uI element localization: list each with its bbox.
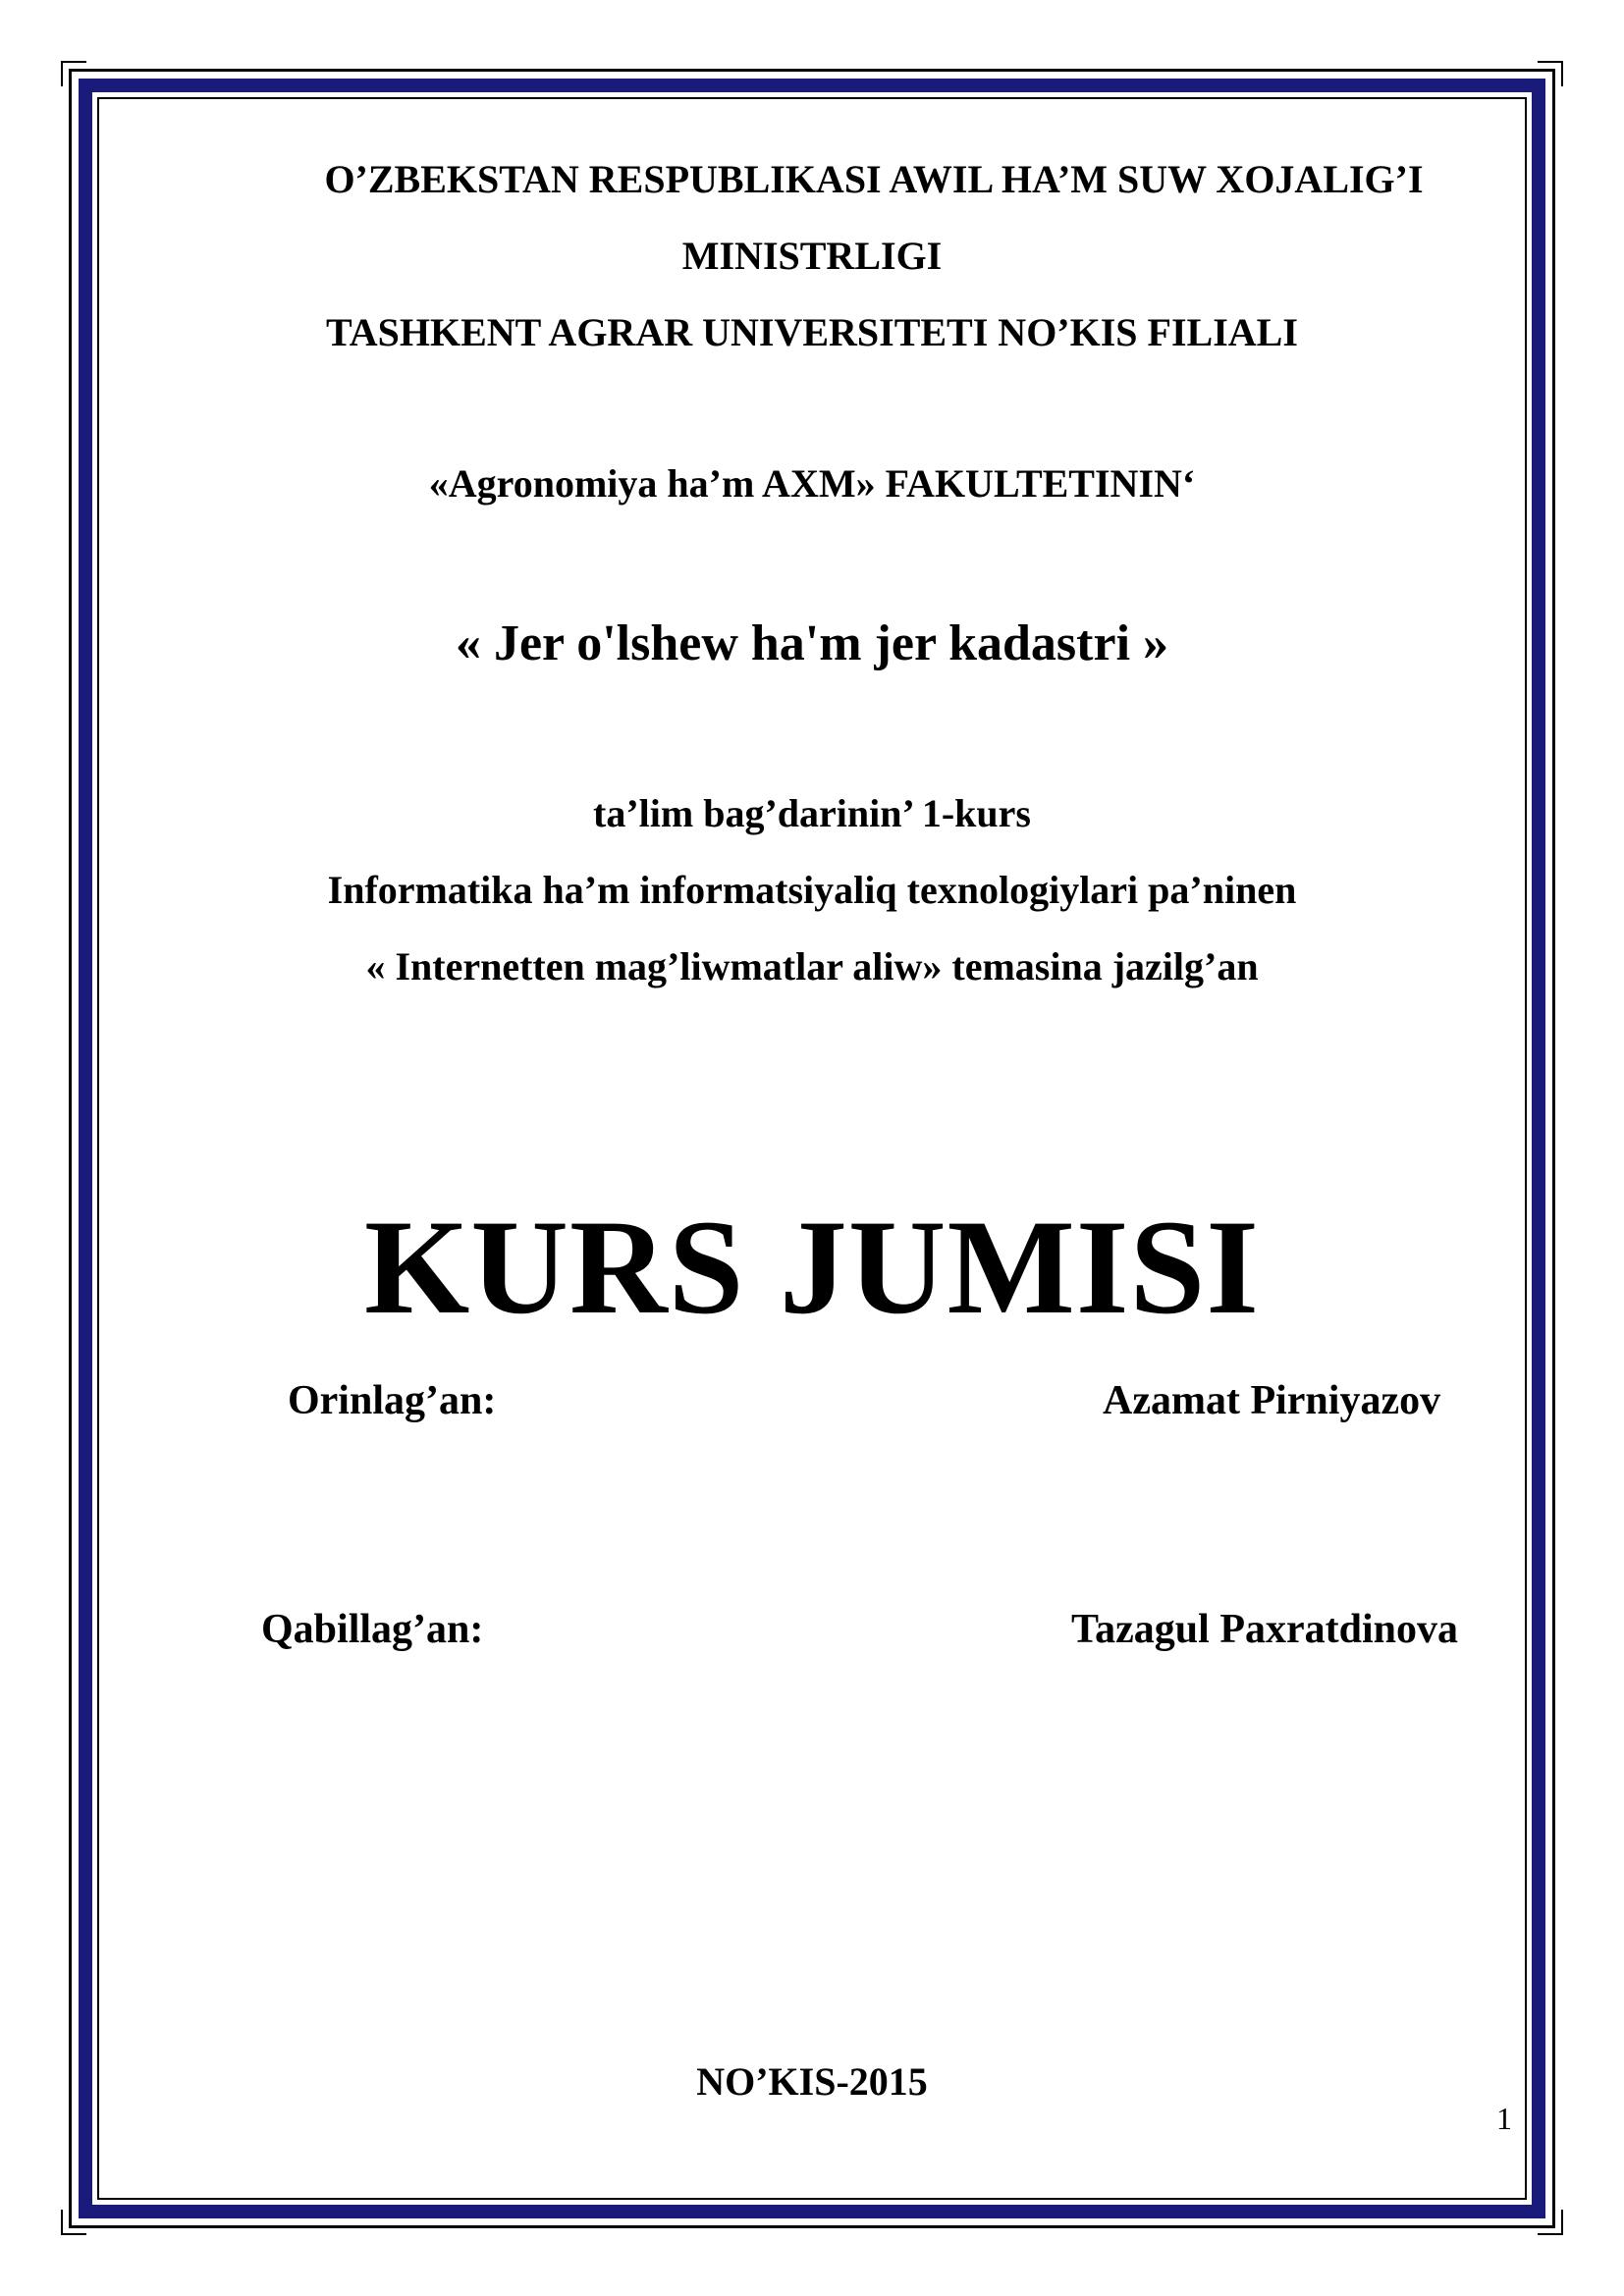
place-year: NO’KIS-2015 <box>696 2059 928 2104</box>
border-corner-top-right <box>1538 61 1563 86</box>
border-corner-top-left <box>61 61 86 86</box>
page-number: 1 <box>1496 2101 1512 2136</box>
course-line-2: Informatika ha’m informatsiyaliq texnologiylari pa’ninen <box>327 868 1297 912</box>
university-name: TASHKENT AGRAR UNIVERSITETI NO’KIS FILIALI <box>326 310 1298 354</box>
page-border-inner <box>97 97 1527 2200</box>
work-title: KURS JUMISI <box>364 1192 1260 1342</box>
ministry-line-1: O’ZBEKSTAN RESPUBLIKASI AWIL HA’M SUW XOJALIG’I <box>324 157 1424 201</box>
specialty-title: « Jer o'lshew ha'm jer kadastri » <box>455 615 1169 671</box>
border-corner-bottom-left <box>61 2210 86 2235</box>
course-line-1: ta’lim bag’darinin’ 1-kurs <box>593 791 1031 835</box>
performer-name: Azamat Pirniyazov <box>1103 1378 1441 1423</box>
reviewer-name: Tazagul Paxratdinova <box>1071 1607 1458 1652</box>
performer-label: Orinlag’an: <box>288 1378 497 1423</box>
faculty-name: «Agronomiya ha’m AXM» FAKULTETININ‘ <box>428 461 1196 506</box>
reviewer-label: Qabillag’an: <box>261 1607 484 1652</box>
course-line-3: « Internetten mag’liwmatlar aliw» temasina jazilg’an <box>365 944 1259 988</box>
ministry-line-2: MINISTRLIGI <box>681 234 943 278</box>
border-corner-bottom-right <box>1538 2210 1563 2235</box>
